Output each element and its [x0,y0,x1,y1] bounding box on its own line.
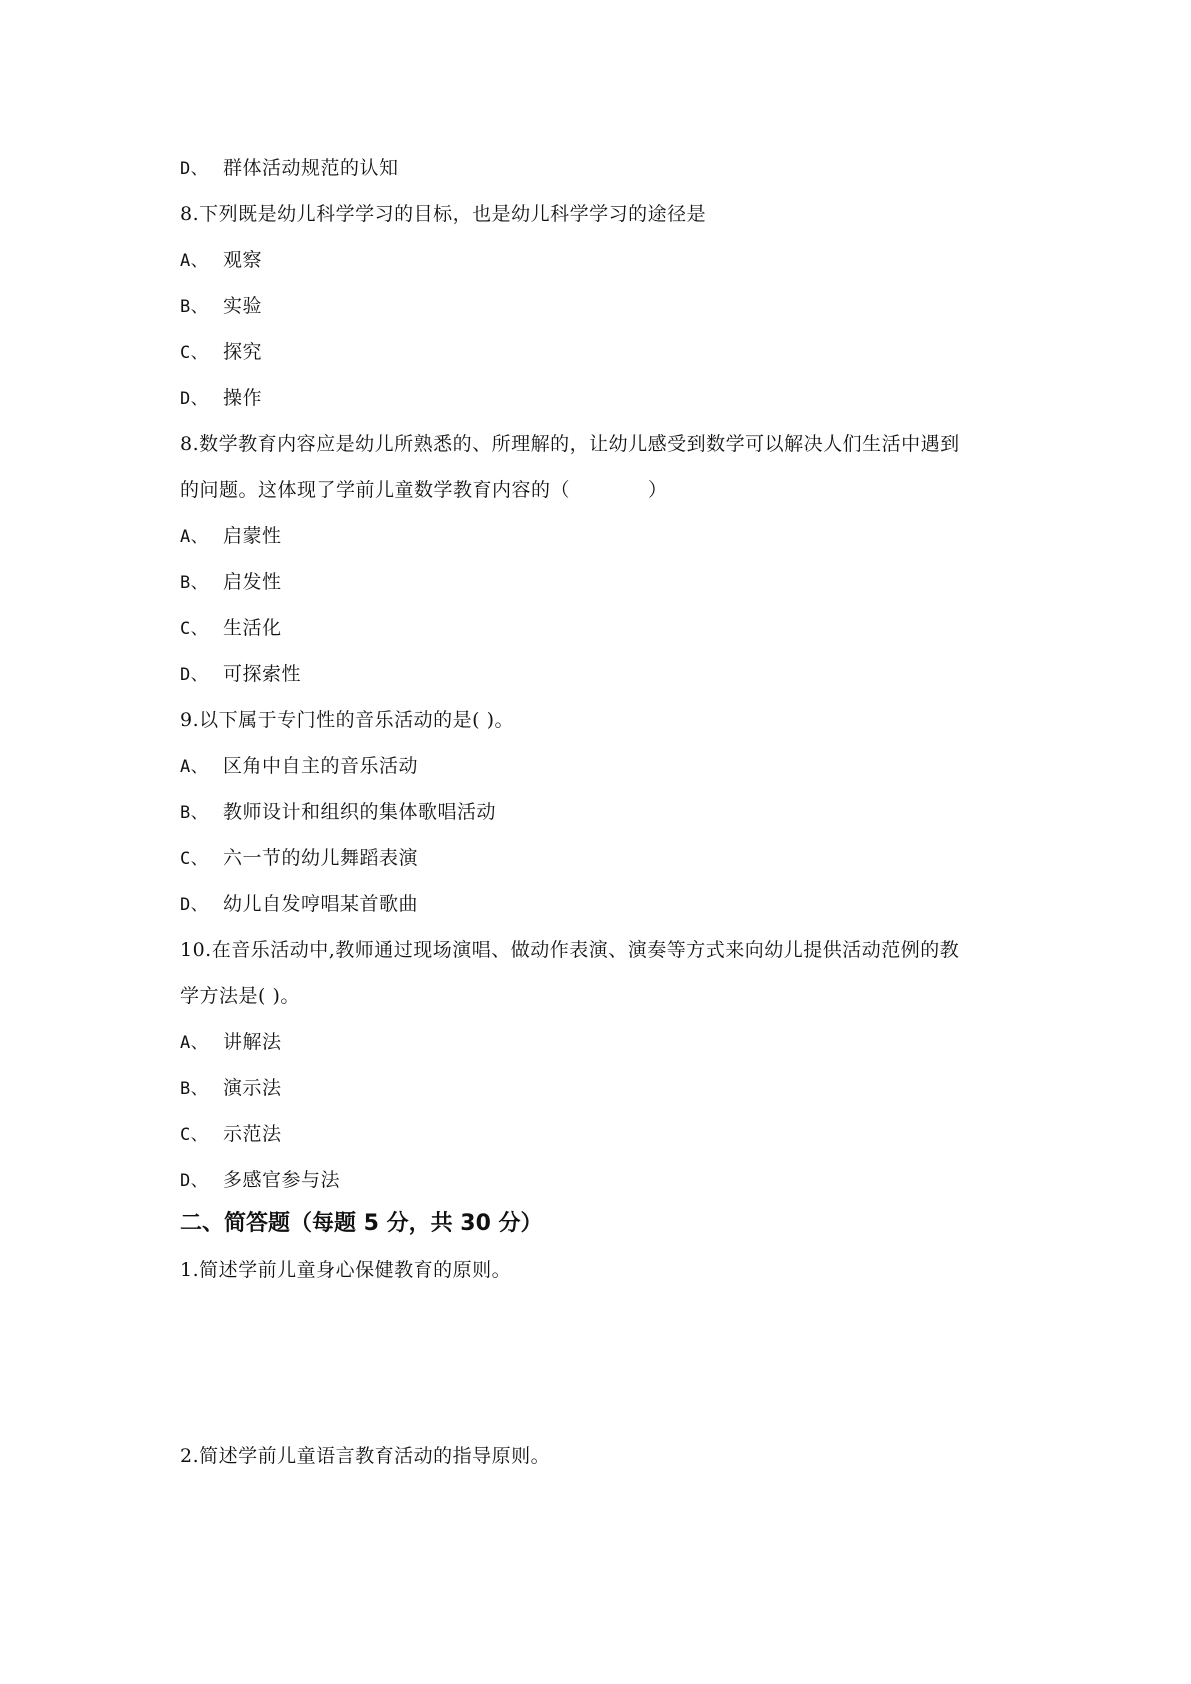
option-letter: D、 [180,665,209,685]
option-letter: D、 [180,389,209,409]
q8b-option-a [180,523,282,550]
option-letter: B、 [180,573,209,593]
option-text: 六一节的幼儿舞蹈表演 [223,847,419,869]
option-letter: C、 [180,849,209,869]
q8a-option-b [180,293,262,320]
q10-option-b [180,1075,282,1102]
section-title: 二、简答题（每题 5 分，共 30 分） [180,1211,543,1236]
option-text: 多感官参与法 [223,1169,341,1191]
option-letter: B、 [180,1079,209,1099]
option-text: 启蒙性 [223,525,282,547]
q8b-stem-line1: 8.数学教育内容应是幼儿所熟悉的、所理解的，让幼儿感受到数学可以解决人们生活中遇到 [180,433,960,455]
option-text: 探究 [223,341,263,363]
option-text: 群体活动规范的认知 [223,157,399,179]
q8b-option-d [180,661,301,688]
short-answer-q1: 1.简述学前儿童身心保健教育的原则。 [180,1259,512,1281]
option-text: 观察 [223,249,263,271]
short-answer-q2: 2.简述学前儿童语言教育活动的指导原则。 [180,1445,551,1467]
q8a-option-c [180,339,262,366]
q8b-stem-line2: 的问题。这体现了学前儿童数学教育内容的（ ） [180,479,668,501]
option-text: 讲解法 [223,1031,282,1053]
option-letter: D、 [180,159,209,179]
q10-stem-line2: 学方法是( )。 [180,985,300,1007]
option-letter: A、 [180,527,209,547]
option-text: 操作 [223,387,263,409]
q9-option-a [180,753,418,780]
q9-option-c [180,845,418,872]
q9-stem: 9.以下属于专门性的音乐活动的是( )。 [180,709,514,731]
option-letter: B、 [180,803,209,823]
q8b-option-b [180,569,282,596]
option-letter: C、 [180,1125,209,1145]
option-text: 区角中自主的音乐活动 [223,755,419,777]
q10-option-c [180,1121,282,1148]
q9-option-b [180,799,496,826]
q8b-option-c [180,615,282,642]
option-text: 启发性 [223,571,282,593]
option-letter: A、 [180,251,209,271]
q7-option-d [180,155,399,182]
option-text: 生活化 [223,617,282,639]
q9-option-d [180,891,418,918]
option-text: 演示法 [223,1077,282,1099]
q10-stem-line1: 10.在音乐活动中,教师通过现场演唱、做动作表演、演奏等方式来向幼儿提供活动范例的教 [180,939,960,961]
option-letter: D、 [180,895,209,915]
option-text: 幼儿自发哼唱某首歌曲 [223,893,419,915]
q10-option-d [180,1167,340,1194]
option-text: 示范法 [223,1123,282,1145]
option-letter: D、 [180,1171,209,1191]
q8a-option-d [180,385,262,412]
option-letter: C、 [180,619,209,639]
q8a-option-a [180,247,262,274]
option-letter: A、 [180,1033,209,1053]
option-letter: B、 [180,297,209,317]
option-text: 可探索性 [223,663,302,685]
q10-option-a [180,1029,282,1056]
option-letter: C、 [180,343,209,363]
option-letter: A、 [180,757,209,777]
option-text: 教师设计和组织的集体歌唱活动 [223,801,497,823]
q8a-stem: 8.下列既是幼儿科学学习的目标，也是幼儿科学学习的途径是 [180,203,707,225]
option-text: 实验 [223,295,263,317]
